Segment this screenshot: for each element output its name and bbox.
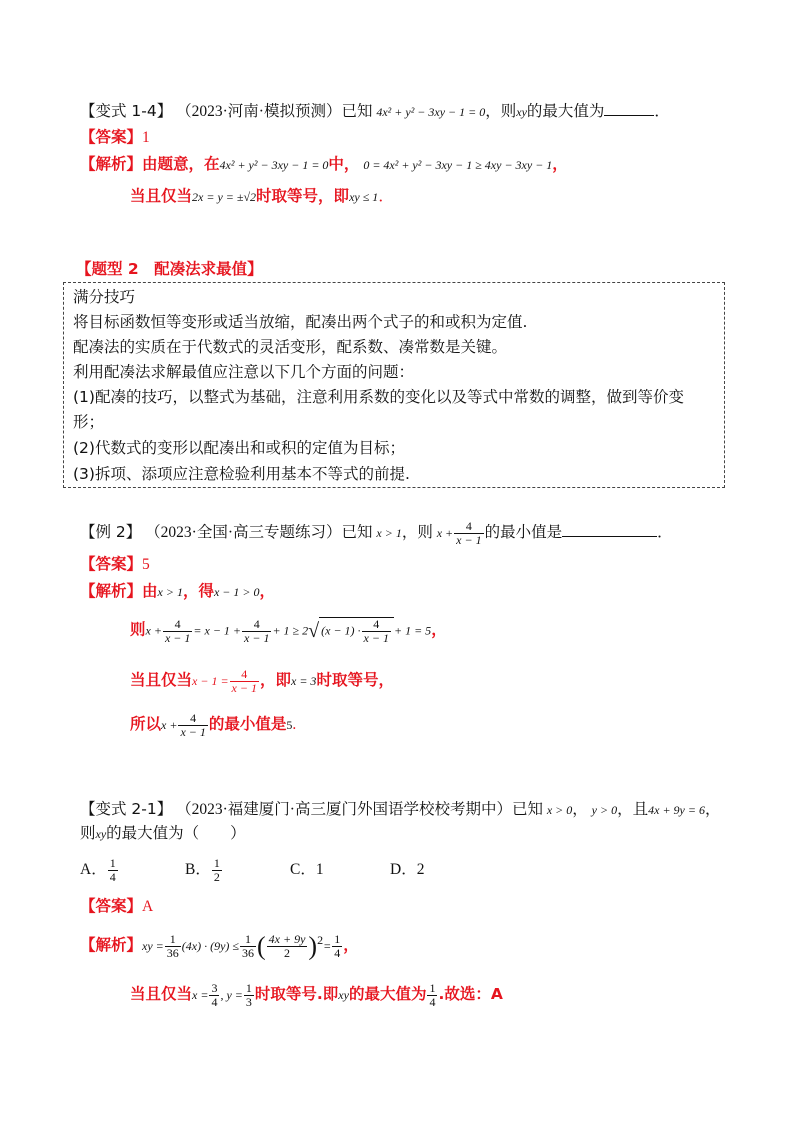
fraction-denominator: x − 1 bbox=[456, 533, 482, 547]
math-fraction bbox=[209, 982, 219, 1009]
option-d[interactable] bbox=[390, 859, 424, 881]
answer-line bbox=[80, 895, 153, 918]
tips-line: 利用配凑法求解最值应注意以下几个方面的问题： bbox=[73, 363, 415, 381]
math-target: xy bbox=[95, 827, 107, 841]
option-value: 1 bbox=[315, 861, 324, 878]
analysis-text: 所以 bbox=[130, 715, 162, 734]
question-text: ，且 bbox=[617, 800, 649, 818]
tips-title: 满分技巧 bbox=[73, 288, 136, 306]
question-end: ． bbox=[654, 103, 670, 120]
fraction-denominator: x − 1 bbox=[164, 630, 191, 645]
math-expression: x = bbox=[192, 988, 209, 1003]
question-tag: 【变式 2-1】 bbox=[80, 800, 173, 818]
fraction-denominator: 2 bbox=[213, 870, 220, 884]
math-expression: x + bbox=[145, 623, 162, 638]
fraction-numerator: 4 bbox=[230, 668, 259, 682]
math-expression: = x − 1 + bbox=[193, 623, 242, 638]
fraction-numerator: 1 bbox=[245, 981, 252, 995]
analysis-text: . bbox=[292, 716, 297, 734]
math-condition: x > 0 bbox=[546, 803, 573, 817]
math-condition: x − 1 > 0 bbox=[213, 585, 260, 599]
question-text: 已知 bbox=[341, 523, 373, 542]
question-text: 则 bbox=[80, 824, 96, 842]
math-condition: x > 1 bbox=[157, 585, 183, 599]
analysis-line-1 bbox=[80, 580, 275, 603]
analysis-line-3 bbox=[130, 668, 394, 695]
analysis-text: ，得 bbox=[182, 582, 214, 600]
math-fraction: $\frac{1}{36}$ bbox=[242, 932, 254, 960]
analysis-text: 则 bbox=[130, 620, 146, 639]
fraction-numerator: 1 bbox=[109, 856, 116, 870]
answer-tag: 【答案】 bbox=[80, 555, 143, 573]
question-source: （2023·河南·模拟预测） bbox=[176, 103, 342, 120]
option-label: D． bbox=[390, 861, 417, 878]
tips-line: (2)代数式的变形以配凑出和或积的定值为目标； bbox=[73, 439, 405, 457]
analysis-line-4 bbox=[130, 712, 296, 739]
math-root bbox=[319, 617, 394, 645]
fraction-numerator: 1 bbox=[213, 856, 220, 870]
fraction-denominator: x − 1 bbox=[180, 725, 206, 739]
math-expression: x + bbox=[161, 718, 178, 733]
question-line bbox=[80, 100, 670, 123]
question-source: （2023·全国·高三专题练习） bbox=[145, 524, 342, 542]
fraction-denominator: 4 bbox=[211, 995, 218, 1009]
question-line-2 bbox=[80, 822, 246, 845]
math-fraction bbox=[242, 618, 271, 645]
analysis-text: 当且仅当 bbox=[130, 187, 193, 205]
tips-box bbox=[63, 282, 725, 488]
math-fraction bbox=[230, 668, 259, 695]
question-text: ，则 bbox=[485, 102, 517, 120]
option-b[interactable] bbox=[185, 857, 223, 884]
math-result: 5 bbox=[286, 718, 293, 733]
math-result: xy ≤ 1 bbox=[349, 190, 379, 204]
fraction-denominator: 4 bbox=[109, 870, 116, 884]
fraction-denominator: 2 bbox=[284, 946, 291, 960]
question-tag: 【变式 1-4】 bbox=[80, 102, 173, 120]
analysis-tag: 【解析】 bbox=[80, 582, 143, 600]
analysis-text: ， bbox=[259, 582, 276, 600]
answer-blank bbox=[604, 101, 654, 116]
question-text: 的最大值为（ ） bbox=[106, 824, 246, 842]
answer-value: A bbox=[142, 898, 154, 915]
math-fraction bbox=[427, 982, 437, 1009]
math-condition: 4x² + y² − 3xy − 1 = 0 bbox=[376, 105, 486, 119]
math-condition: 4x + 9y = 6 bbox=[648, 803, 705, 817]
analysis-text: 当且仅当 bbox=[130, 671, 193, 690]
fraction-numerator: 4 bbox=[178, 712, 207, 726]
sqrt-symbol: √ bbox=[308, 620, 320, 642]
math-fraction bbox=[267, 933, 308, 960]
question-text: ， bbox=[572, 800, 588, 818]
option-a[interactable] bbox=[80, 857, 119, 884]
tips-line: 形； bbox=[73, 413, 105, 431]
fraction-numerator: 1 bbox=[165, 933, 181, 947]
math-equality: x − 1 = bbox=[192, 674, 229, 689]
question-line-1 bbox=[80, 798, 721, 821]
math-expression: + 1 = 5 bbox=[393, 623, 432, 638]
math-fraction bbox=[178, 712, 207, 739]
analysis-tag: 【解析】 bbox=[80, 936, 143, 955]
analysis-text: 由题意，在 bbox=[142, 155, 220, 173]
option-label: A． bbox=[80, 861, 107, 879]
math-expression: + 1 ≥ 2 bbox=[272, 623, 309, 638]
tips-line: 将目标函数恒等变形或适当放缩，配凑出两个式子的和或积为定值. bbox=[73, 313, 528, 331]
fraction-numerator: 4 bbox=[242, 618, 271, 632]
question-text: ， bbox=[704, 800, 721, 818]
math-fraction bbox=[454, 520, 483, 547]
analysis-line-2 bbox=[130, 982, 503, 1009]
math-condition: y > 0 bbox=[591, 803, 618, 817]
option-value: 2 bbox=[416, 861, 425, 878]
analysis-line-1 bbox=[80, 153, 568, 176]
analysis-text: 的最小值是 bbox=[208, 715, 287, 734]
analysis-text: 的最大值为 bbox=[348, 985, 427, 1004]
answer-value: 1 bbox=[142, 129, 150, 146]
fraction-numerator: 4 bbox=[454, 520, 483, 534]
answer-tag: 【答案】 bbox=[80, 128, 143, 146]
option-c[interactable] bbox=[290, 859, 324, 881]
analysis-text: 当且仅当 bbox=[130, 985, 193, 1004]
tips-line: (3)拆项、添项应注意检验利用基本不等式的前提. bbox=[73, 465, 410, 483]
answer-blank bbox=[562, 522, 657, 537]
analysis-text: 时取等号.即 bbox=[254, 985, 339, 1004]
fraction-numerator: 3 bbox=[211, 981, 218, 995]
question-line bbox=[80, 520, 673, 547]
option-label: C． bbox=[290, 861, 316, 878]
option-label: B． bbox=[185, 861, 211, 879]
math-equality: 2x = y = ±√2 bbox=[192, 190, 257, 204]
fraction-numerator: 4 bbox=[362, 618, 391, 632]
analysis-text: ， bbox=[343, 936, 359, 955]
tips-line: (1)配凑的技巧，以整式为基础，注意利用系数的变化以及等式中常数的调整，做到等价变 bbox=[73, 388, 684, 406]
fraction-numerator: 1 bbox=[240, 933, 256, 947]
fraction-denominator: x − 1 bbox=[244, 630, 270, 645]
math-fraction bbox=[163, 618, 192, 645]
math-fraction bbox=[212, 857, 222, 884]
analysis-text: ， bbox=[431, 620, 447, 639]
math-result: x = 3 bbox=[291, 674, 317, 689]
math-target: xy bbox=[516, 105, 527, 119]
fraction-numerator: 1 bbox=[334, 932, 341, 946]
math-fraction bbox=[108, 857, 118, 884]
analysis-text: 中， bbox=[328, 155, 360, 173]
fraction-denominator: x − 1 bbox=[231, 681, 257, 695]
answer-value: 5 bbox=[142, 556, 150, 573]
fraction-numerator: 4x + 9y bbox=[268, 932, 306, 946]
fraction-denominator: 4 bbox=[334, 946, 341, 960]
math-target: xy bbox=[338, 988, 349, 1003]
analysis-text: ． bbox=[378, 188, 394, 205]
fraction-denominator: x − 1 bbox=[363, 631, 389, 645]
math-exponent: 2 bbox=[317, 933, 324, 948]
math-expression: = bbox=[323, 939, 332, 954]
question-text: 已知 bbox=[511, 800, 543, 818]
analysis-text: 由 bbox=[142, 582, 158, 600]
math-expression: , y = bbox=[220, 988, 243, 1003]
answer-tag: 【答案】 bbox=[80, 897, 143, 915]
question-text: ，则 bbox=[401, 523, 433, 542]
question-source: （2023·福建厦门·高三厦门外国语学校校考期中） bbox=[176, 801, 512, 818]
math-fraction bbox=[362, 618, 391, 645]
math-condition: 4x² + y² − 3xy − 1 = 0 bbox=[219, 158, 329, 172]
math-condition: x > 1 bbox=[376, 526, 402, 541]
fraction-numerator: 4 bbox=[163, 618, 192, 632]
question-text: 的最大值为 bbox=[526, 102, 605, 120]
analysis-line-2 bbox=[130, 185, 394, 208]
answer-line bbox=[80, 553, 150, 576]
fraction-numerator: 1 bbox=[429, 981, 436, 995]
math-fraction: $\frac{1}{36}$ bbox=[166, 932, 179, 960]
analysis-line-2 bbox=[130, 617, 447, 645]
section-heading: 【题型 2 配凑法求最值】 bbox=[76, 260, 263, 278]
math-expression: xy = bbox=[142, 939, 164, 954]
analysis-tag: 【解析】 bbox=[80, 155, 143, 173]
tips-line: 配凑法的实质在于代数式的灵活变形，配系数、凑常数是关键。 bbox=[73, 338, 508, 356]
math-expression: (4x) · (9y) ≤ bbox=[181, 939, 239, 954]
math-expression: x + bbox=[436, 526, 454, 541]
analysis-text: 时取等号， bbox=[316, 671, 394, 690]
math-inequality: 0 = 4x² + y² − 3xy − 1 ≥ 4xy − 3xy − 1 bbox=[363, 158, 553, 172]
analysis-text: ， bbox=[552, 155, 568, 173]
question-text: 已知 bbox=[341, 102, 373, 120]
fraction-denominator: 4 bbox=[429, 995, 436, 1009]
math-fraction bbox=[244, 982, 254, 1009]
math-expression: (x − 1) · bbox=[321, 623, 361, 638]
analysis-text: .故选：A bbox=[438, 985, 503, 1004]
analysis-text: ，即 bbox=[259, 671, 291, 690]
fraction-denominator: 3 bbox=[245, 995, 252, 1009]
question-end: ． bbox=[657, 524, 673, 542]
question-text: 的最小值是 bbox=[484, 523, 563, 542]
question-tag: 【例 2】 bbox=[80, 523, 142, 542]
math-fraction bbox=[332, 933, 342, 960]
analysis-line-1: 【解析】xy = $\frac{1}{36}$ (4x) · (9y) ≤ $\frac{1}{36}$ ( $\frac{4x + 9y}{2}$ )$^2$= $\frac{1}{4}$ ， bbox=[80, 931, 359, 961]
answer-line bbox=[80, 126, 150, 149]
analysis-text: 时取等号，即 bbox=[256, 187, 350, 205]
